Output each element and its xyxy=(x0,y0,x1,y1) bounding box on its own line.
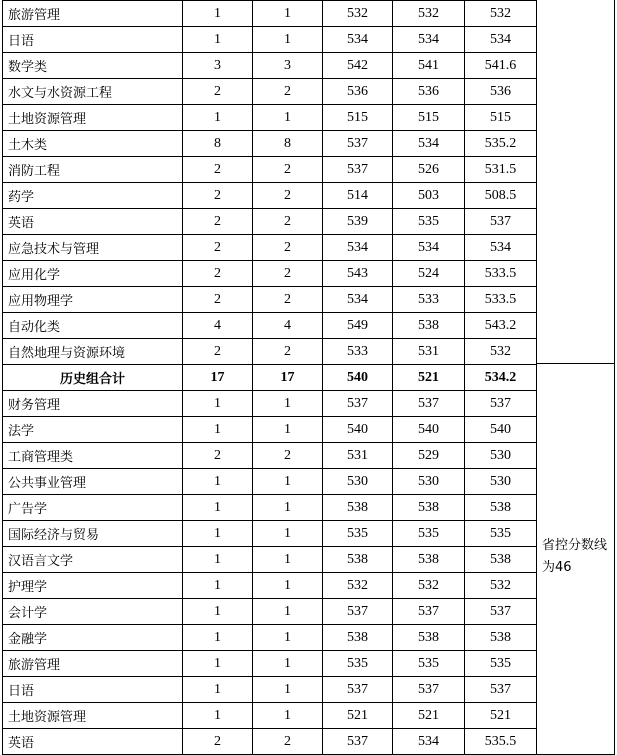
max-score-cell: 532 xyxy=(323,573,393,599)
admitted-count-cell: 2 xyxy=(253,287,323,313)
min-score-cell: 540 xyxy=(393,417,465,443)
major-cell: 药学 xyxy=(3,183,183,209)
plan-count-cell: 2 xyxy=(183,287,253,313)
admitted-count-cell: 8 xyxy=(253,131,323,157)
major-cell: 消防工程 xyxy=(3,157,183,183)
plan-count-cell: 2 xyxy=(183,183,253,209)
table-row xyxy=(3,547,537,573)
table-row xyxy=(3,105,537,131)
avg-score-cell: 515 xyxy=(465,105,537,131)
admitted-count-cell: 2 xyxy=(253,157,323,183)
admitted-count-cell: 2 xyxy=(253,443,323,469)
admitted-count-cell: 1 xyxy=(253,651,323,677)
avg-score-cell: 535.5 xyxy=(465,729,537,755)
admitted-count-cell: 2 xyxy=(253,235,323,261)
max-score-cell: 533 xyxy=(323,339,393,365)
plan-count-cell: 1 xyxy=(183,417,253,443)
table-row xyxy=(3,495,537,521)
avg-score-cell: 531.5 xyxy=(465,157,537,183)
avg-score-cell: 538 xyxy=(465,547,537,573)
max-score-cell: 534 xyxy=(323,27,393,53)
plan-count-cell: 1 xyxy=(183,625,253,651)
admitted-count-cell: 17 xyxy=(253,365,323,391)
max-score-cell: 530 xyxy=(323,469,393,495)
min-score-cell: 503 xyxy=(393,183,465,209)
admitted-count-cell: 2 xyxy=(253,79,323,105)
min-score-cell: 534 xyxy=(393,131,465,157)
max-score-cell: 542 xyxy=(323,53,393,79)
avg-score-cell: 535 xyxy=(465,521,537,547)
plan-count-cell: 1 xyxy=(183,677,253,703)
table-body xyxy=(3,1,537,755)
avg-score-cell: 534 xyxy=(465,235,537,261)
avg-score-cell: 538 xyxy=(465,495,537,521)
history-total-row xyxy=(3,365,537,391)
major-cell: 广告学 xyxy=(3,495,183,521)
min-score-cell: 538 xyxy=(393,547,465,573)
avg-score-cell: 532 xyxy=(465,573,537,599)
major-cell: 工商管理类 xyxy=(3,443,183,469)
admitted-count-cell: 1 xyxy=(253,1,323,27)
table-row xyxy=(3,339,537,365)
province-control-line-note: 省控分数线为46 xyxy=(542,538,608,575)
avg-score-cell: 533.5 xyxy=(465,261,537,287)
plan-count-cell: 1 xyxy=(183,391,253,417)
table-row xyxy=(3,729,537,755)
min-score-cell: 521 xyxy=(393,703,465,729)
table-row xyxy=(3,235,537,261)
min-score-cell: 526 xyxy=(393,157,465,183)
min-score-cell: 538 xyxy=(393,625,465,651)
admitted-count-cell: 2 xyxy=(253,183,323,209)
remark-cell xyxy=(536,363,615,755)
max-score-cell: 532 xyxy=(323,1,393,27)
major-cell: 英语 xyxy=(3,729,183,755)
min-score-cell: 537 xyxy=(393,391,465,417)
plan-count-cell: 2 xyxy=(183,157,253,183)
admitted-count-cell: 2 xyxy=(253,209,323,235)
avg-score-cell: 541.6 xyxy=(465,53,537,79)
table-row xyxy=(3,599,537,625)
avg-score-cell: 537 xyxy=(465,599,537,625)
avg-score-cell: 535 xyxy=(465,651,537,677)
avg-score-cell: 540 xyxy=(465,417,537,443)
plan-count-cell: 1 xyxy=(183,599,253,625)
major-cell: 自动化类 xyxy=(3,313,183,339)
min-score-cell: 538 xyxy=(393,495,465,521)
plan-count-cell: 2 xyxy=(183,339,253,365)
avg-score-cell: 532 xyxy=(465,1,537,27)
max-score-cell: 531 xyxy=(323,443,393,469)
major-cell: 会计学 xyxy=(3,599,183,625)
plan-count-cell: 2 xyxy=(183,729,253,755)
plan-count-cell: 1 xyxy=(183,547,253,573)
admitted-count-cell: 1 xyxy=(253,27,323,53)
admitted-count-cell: 2 xyxy=(253,339,323,365)
table-row xyxy=(3,443,537,469)
plan-count-cell: 1 xyxy=(183,1,253,27)
min-score-cell: 534 xyxy=(393,27,465,53)
max-score-cell: 515 xyxy=(323,105,393,131)
max-score-cell: 538 xyxy=(323,495,393,521)
max-score-cell: 534 xyxy=(323,235,393,261)
max-score-cell: 537 xyxy=(323,131,393,157)
major-cell: 水文与水资源工程 xyxy=(3,79,183,105)
table-row xyxy=(3,157,537,183)
min-score-cell: 530 xyxy=(393,469,465,495)
min-score-cell: 535 xyxy=(393,521,465,547)
avg-score-cell: 537 xyxy=(465,209,537,235)
table-row xyxy=(3,391,537,417)
max-score-cell: 534 xyxy=(323,287,393,313)
major-cell: 汉语言文学 xyxy=(3,547,183,573)
avg-score-cell: 537 xyxy=(465,391,537,417)
table-row xyxy=(3,703,537,729)
avg-score-cell: 532 xyxy=(465,339,537,365)
admitted-count-cell: 2 xyxy=(253,261,323,287)
admitted-count-cell: 1 xyxy=(253,677,323,703)
table-row xyxy=(3,521,537,547)
max-score-cell: 535 xyxy=(323,651,393,677)
avg-score-cell: 534.2 xyxy=(465,365,537,391)
admitted-count-cell: 1 xyxy=(253,573,323,599)
major-cell: 自然地理与资源环境 xyxy=(3,339,183,365)
plan-count-cell: 1 xyxy=(183,573,253,599)
min-score-cell: 532 xyxy=(393,1,465,27)
max-score-cell: 538 xyxy=(323,625,393,651)
major-cell: 应用化学 xyxy=(3,261,183,287)
admitted-count-cell: 4 xyxy=(253,313,323,339)
min-score-cell: 538 xyxy=(393,313,465,339)
table-row xyxy=(3,131,537,157)
major-cell: 应用物理学 xyxy=(3,287,183,313)
major-cell: 日语 xyxy=(3,677,183,703)
avg-score-cell: 530 xyxy=(465,443,537,469)
table-row xyxy=(3,469,537,495)
table-row xyxy=(3,313,537,339)
major-cell: 旅游管理 xyxy=(3,1,183,27)
table-row xyxy=(3,183,537,209)
plan-count-cell: 1 xyxy=(183,495,253,521)
max-score-cell: 543 xyxy=(323,261,393,287)
admitted-count-cell: 1 xyxy=(253,495,323,521)
avg-score-cell: 538 xyxy=(465,625,537,651)
plan-count-cell: 8 xyxy=(183,131,253,157)
plan-count-cell: 17 xyxy=(183,365,253,391)
max-score-cell: 540 xyxy=(323,417,393,443)
avg-score-cell: 543.2 xyxy=(465,313,537,339)
major-cell: 财务管理 xyxy=(3,391,183,417)
major-cell: 数学类 xyxy=(3,53,183,79)
max-score-cell: 539 xyxy=(323,209,393,235)
min-score-cell: 521 xyxy=(393,365,465,391)
admitted-count-cell: 1 xyxy=(253,599,323,625)
table-row xyxy=(3,261,537,287)
plan-count-cell: 1 xyxy=(183,27,253,53)
major-cell: 应急技术与管理 xyxy=(3,235,183,261)
major-cell: 土地资源管理 xyxy=(3,703,183,729)
avg-score-cell: 535.2 xyxy=(465,131,537,157)
max-score-cell: 537 xyxy=(323,157,393,183)
table-row xyxy=(3,651,537,677)
max-score-cell: 537 xyxy=(323,599,393,625)
plan-count-cell: 1 xyxy=(183,703,253,729)
major-cell: 历史组合计 xyxy=(3,365,183,391)
plan-count-cell: 2 xyxy=(183,209,253,235)
min-score-cell: 536 xyxy=(393,79,465,105)
table-row xyxy=(3,417,537,443)
avg-score-cell: 533.5 xyxy=(465,287,537,313)
major-cell: 公共事业管理 xyxy=(3,469,183,495)
max-score-cell: 537 xyxy=(323,391,393,417)
major-cell: 金融学 xyxy=(3,625,183,651)
major-cell: 土木类 xyxy=(3,131,183,157)
plan-count-cell: 1 xyxy=(183,521,253,547)
remark-cell-blank xyxy=(536,0,615,364)
admitted-count-cell: 1 xyxy=(253,105,323,131)
major-cell: 国际经济与贸易 xyxy=(3,521,183,547)
plan-count-cell: 1 xyxy=(183,651,253,677)
admitted-count-cell: 1 xyxy=(253,547,323,573)
min-score-cell: 534 xyxy=(393,235,465,261)
min-score-cell: 532 xyxy=(393,573,465,599)
min-score-cell: 524 xyxy=(393,261,465,287)
max-score-cell: 521 xyxy=(323,703,393,729)
plan-count-cell: 2 xyxy=(183,261,253,287)
min-score-cell: 533 xyxy=(393,287,465,313)
max-score-cell: 549 xyxy=(323,313,393,339)
plan-count-cell: 4 xyxy=(183,313,253,339)
table-row xyxy=(3,79,537,105)
plan-count-cell: 2 xyxy=(183,443,253,469)
max-score-cell: 540 xyxy=(323,365,393,391)
avg-score-cell: 508.5 xyxy=(465,183,537,209)
table-row xyxy=(3,27,537,53)
max-score-cell: 535 xyxy=(323,521,393,547)
avg-score-cell: 537 xyxy=(465,677,537,703)
major-cell: 日语 xyxy=(3,27,183,53)
admitted-count-cell: 1 xyxy=(253,391,323,417)
table-row xyxy=(3,625,537,651)
admitted-count-cell: 1 xyxy=(253,521,323,547)
min-score-cell: 535 xyxy=(393,651,465,677)
min-score-cell: 529 xyxy=(393,443,465,469)
admitted-count-cell: 2 xyxy=(253,729,323,755)
table-row xyxy=(3,209,537,235)
max-score-cell: 537 xyxy=(323,677,393,703)
avg-score-cell: 534 xyxy=(465,27,537,53)
admitted-count-cell: 1 xyxy=(253,417,323,443)
plan-count-cell: 1 xyxy=(183,105,253,131)
plan-count-cell: 2 xyxy=(183,235,253,261)
avg-score-cell: 536 xyxy=(465,79,537,105)
min-score-cell: 537 xyxy=(393,677,465,703)
max-score-cell: 514 xyxy=(323,183,393,209)
avg-score-cell: 521 xyxy=(465,703,537,729)
table-row xyxy=(3,573,537,599)
admitted-count-cell: 1 xyxy=(253,625,323,651)
min-score-cell: 534 xyxy=(393,729,465,755)
admitted-count-cell: 1 xyxy=(253,703,323,729)
plan-count-cell: 2 xyxy=(183,79,253,105)
table-row xyxy=(3,53,537,79)
plan-count-cell: 3 xyxy=(183,53,253,79)
admitted-count-cell: 3 xyxy=(253,53,323,79)
min-score-cell: 531 xyxy=(393,339,465,365)
admitted-count-cell: 1 xyxy=(253,469,323,495)
max-score-cell: 536 xyxy=(323,79,393,105)
min-score-cell: 541 xyxy=(393,53,465,79)
min-score-cell: 537 xyxy=(393,599,465,625)
avg-score-cell: 530 xyxy=(465,469,537,495)
min-score-cell: 515 xyxy=(393,105,465,131)
max-score-cell: 538 xyxy=(323,547,393,573)
max-score-cell: 537 xyxy=(323,729,393,755)
major-cell: 土地资源管理 xyxy=(3,105,183,131)
table-row xyxy=(3,677,537,703)
table-row xyxy=(3,287,537,313)
major-cell: 旅游管理 xyxy=(3,651,183,677)
major-cell: 英语 xyxy=(3,209,183,235)
min-score-cell: 535 xyxy=(393,209,465,235)
major-cell: 护理学 xyxy=(3,573,183,599)
plan-count-cell: 1 xyxy=(183,469,253,495)
admission-score-table xyxy=(2,0,537,755)
major-cell: 法学 xyxy=(3,417,183,443)
table-row xyxy=(3,1,537,27)
